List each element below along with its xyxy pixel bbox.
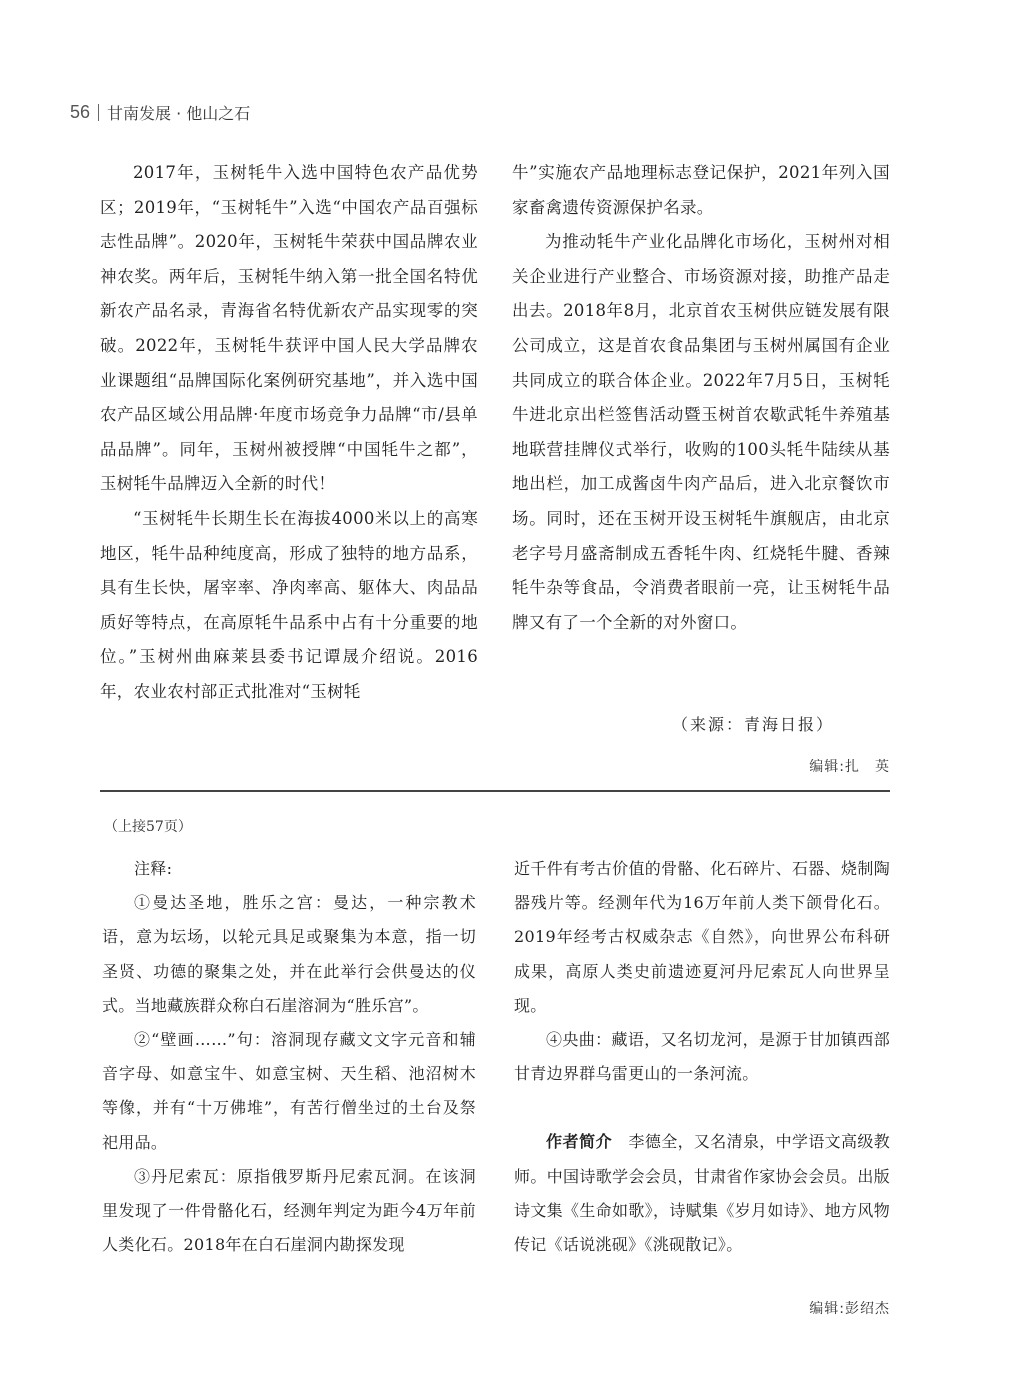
section-title: 甘南发展 · 他山之石 xyxy=(107,103,251,123)
notes-editor: 编辑:彭绍杰 xyxy=(809,1301,890,1317)
notes-column-right xyxy=(514,852,890,1262)
note-item: ③丹尼索瓦：原指俄罗斯丹尼索瓦洞。在该洞里发现了一件骨骼化石，经测年判定为距今4万年前人类化石。2018年在白石崖洞内勘探发现 xyxy=(102,1166,476,1255)
paragraph: 2017年，玉树牦牛入选中国特色农产品优势区；2019年，“玉树牦牛”入选“中国农产品百强标志性品牌”。2020年，玉树牦牛荣获中国品牌农业神农奖。两年后，玉树牦牛纳入第一批全国名特优新农产品名录，青海省名特优新农产品实现零的突破。2022年，玉树牦牛获评中国人民大学品牌农业课题组“品牌国际化案例研究基地”，并入选中国农产品区域公用品牌·年度市场竞争力品牌“市/县单品品牌”。同年，玉树州被授牌“中国牦牛之都”，玉树牦牛品牌迈入全新的时代！ xyxy=(100,163,478,494)
author-bio xyxy=(514,1125,890,1262)
author-bio-label: 作者简介 xyxy=(546,1132,613,1152)
notes-heading: 注释: xyxy=(134,859,173,878)
paragraph: “玉树牦牛长期生长在海拔4000米以上的高寒地区，牦牛品种纯度高，形成了独特的地方品系，具有生长快，屠宰率、净肉率高、躯体大、肉品品质好等特点，在高原牦牛品系中占有十分重要的地位。”玉树州曲麻莱县委书记谭晟介绍说。2016年，农业农村部正式批准对“玉树牦 xyxy=(100,508,478,701)
note-item: 近千件有考古价值的骨骼、化石碎片、石器、烧制陶器残片等。经测年代为16万年前人类下颌骨化石。2019年经考古权威杂志《自然》，向世界公布科研成果，高原人类史前遗迹夏河丹尼索瓦人向世界呈现。 xyxy=(514,859,890,1015)
spacer xyxy=(514,1091,890,1125)
page-number: 56 xyxy=(70,101,91,122)
paragraph: 牛”实施农产品地理标志登记保护，2021年列入国家畜禽遗传资源保护名录。 xyxy=(512,163,890,217)
section-divider xyxy=(100,790,890,792)
note-item: ①曼达圣地，胜乐之宫：曼达，一种宗教术语，意为坛场，以轮元具足或聚集为本意，指一切圣贤、功德的聚集之处，并在此举行会供曼达的仪式。当地藏族群众称白石崖溶洞为“胜乐宫”。 xyxy=(102,893,476,1015)
note-item: ④央曲：藏语，又名切龙河，是源于甘加镇西部甘青边界群乌雷更山的一条河流。 xyxy=(514,1030,890,1084)
continued-from-label: （上接57页） xyxy=(104,819,192,835)
article-column-left xyxy=(100,156,478,710)
article-editor: 编辑:扎 英 xyxy=(809,759,890,775)
author-bio-text: 李德全，又名清泉，中学语文高级教师。中国诗歌学会会员，甘肃省作家协会会员。出版诗文集《生命如歌》，诗赋集《岁月如诗》、地方风物传记《话说洮砚》《洮砚散记》。 xyxy=(514,1132,890,1255)
paragraph: 为推动牦牛产业化品牌化市场化，玉树州对相关企业进行产业整合、市场资源对接，助推产品走出去。2018年8月，北京首农玉树供应链发展有限公司成立，这是首农食品集团与玉树州属国有企业共同成立的联合体企业。2022年7月5日，玉树牦牛进北京出栏签售活动暨玉树首农歇武牦牛养殖基地联营挂牌仪式举行，收购的100头牦牛陆续从基地出栏，加工成酱卤牛肉产品后，进入北京餐饮市场。同时，还在玉树开设玉树牦牛旗舰店，由北京老字号月盛斋制成五香牦牛肉、红烧牦牛腱、香辣牦牛杂等食品，令消费者眼前一亮，让玉树牦牛品牌又有了一个全新的对外窗口。 xyxy=(512,232,890,632)
running-header xyxy=(70,100,250,124)
article-column-right xyxy=(512,156,890,640)
note-item: ②“壁画……”句：溶洞现存藏文文字元音和辅音字母、如意宝牛、如意宝树、天生稻、池沼树木等像，并有“十万佛堆”，有苦行僧坐过的土台及祭祀用品。 xyxy=(102,1030,476,1152)
article-source: （来源：青海日报） xyxy=(672,715,835,734)
header-divider xyxy=(98,104,99,121)
notes-column-left xyxy=(102,852,476,1262)
